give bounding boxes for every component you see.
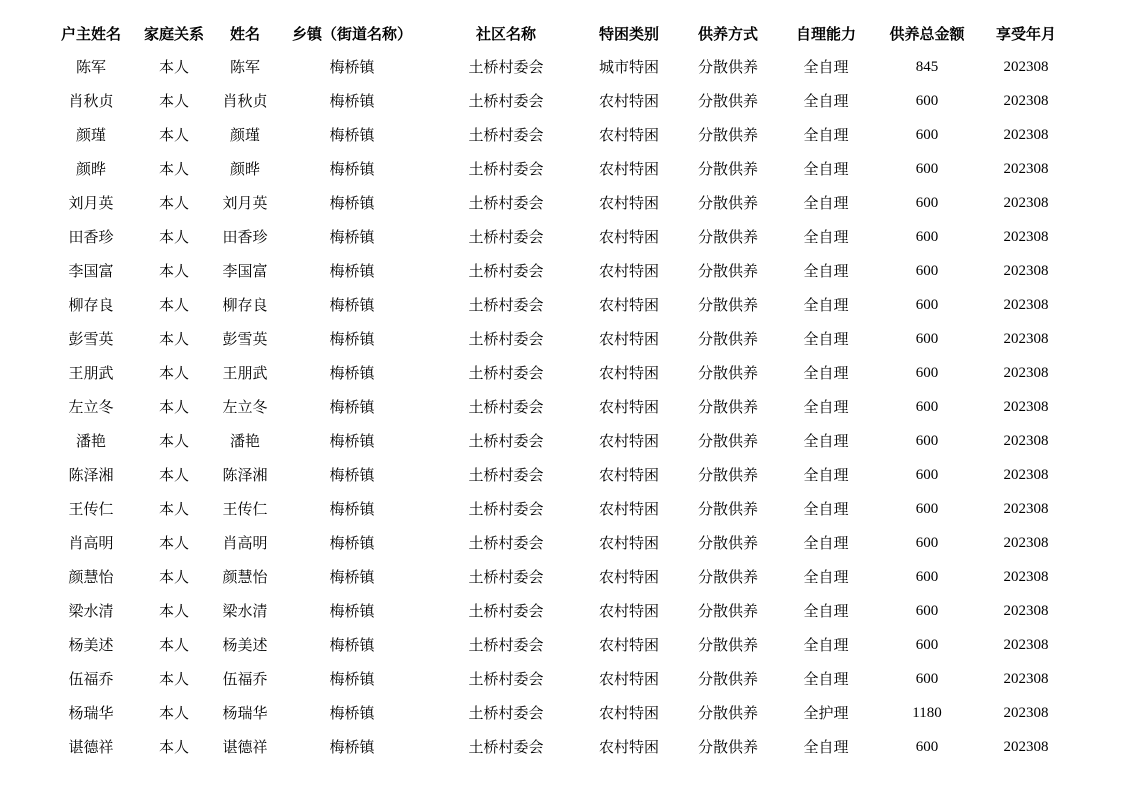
- cell-total-amount: 845: [915, 59, 939, 75]
- table-row: [52, 322, 1072, 356]
- cell-category: 农村特困: [598, 296, 659, 314]
- cell-family-relation: 本人: [158, 160, 189, 178]
- cell-township: 梅桥镇: [329, 228, 375, 246]
- cell-community: 土桥村委会: [468, 330, 544, 348]
- cell-support-mode: 分散供养: [697, 432, 758, 450]
- cell-year-month: 202308: [1003, 263, 1049, 279]
- cell-householder-name: 刘月英: [68, 194, 114, 212]
- table-row: [52, 356, 1072, 390]
- cell-category: 农村特困: [598, 92, 659, 110]
- table-row: [52, 492, 1072, 526]
- cell-family-relation: 本人: [158, 398, 189, 416]
- cell-year-month: 202308: [1003, 535, 1049, 551]
- cell-year-month: 202308: [1003, 637, 1049, 653]
- cell-self-care: 全自理: [803, 126, 849, 144]
- header-householder-name: 户主姓名: [60, 25, 121, 43]
- cell-householder-name: 田香珍: [68, 228, 114, 246]
- cell-total-amount: 600: [915, 127, 939, 143]
- table-row: [52, 526, 1072, 560]
- cell-township: 梅桥镇: [329, 466, 375, 484]
- cell-community: 土桥村委会: [468, 466, 544, 484]
- cell-support-mode: 分散供养: [697, 534, 758, 552]
- table-row: [52, 84, 1072, 118]
- cell-township: 梅桥镇: [329, 160, 375, 178]
- cell-township: 梅桥镇: [329, 602, 375, 620]
- cell-community: 土桥村委会: [468, 262, 544, 280]
- cell-family-relation: 本人: [158, 330, 189, 348]
- table-row: [52, 458, 1072, 492]
- table-row: [52, 152, 1072, 186]
- cell-name: 李国富: [222, 262, 268, 280]
- cell-support-mode: 分散供养: [697, 160, 758, 178]
- cell-support-mode: 分散供养: [697, 194, 758, 212]
- cell-name: 颜慧怡: [222, 568, 268, 586]
- cell-support-mode: 分散供养: [697, 364, 758, 382]
- cell-total-amount: 600: [915, 569, 939, 585]
- cell-year-month: 202308: [1003, 433, 1049, 449]
- table-row: [52, 118, 1072, 152]
- cell-total-amount: 600: [915, 603, 939, 619]
- cell-name: 彭雪英: [222, 330, 268, 348]
- cell-township: 梅桥镇: [329, 432, 375, 450]
- cell-name: 梁水清: [222, 602, 268, 620]
- cell-householder-name: 陈军: [75, 58, 106, 76]
- cell-name: 颜晔: [229, 160, 260, 178]
- cell-family-relation: 本人: [158, 602, 189, 620]
- header-township: 乡镇（街道名称）: [291, 25, 412, 43]
- cell-category: 农村特困: [598, 160, 659, 178]
- cell-year-month: 202308: [1003, 331, 1049, 347]
- cell-year-month: 202308: [1003, 229, 1049, 245]
- cell-self-care: 全自理: [803, 568, 849, 586]
- cell-township: 梅桥镇: [329, 262, 375, 280]
- cell-family-relation: 本人: [158, 194, 189, 212]
- cell-year-month: 202308: [1003, 739, 1049, 755]
- cell-year-month: 202308: [1003, 59, 1049, 75]
- cell-support-mode: 分散供养: [697, 330, 758, 348]
- cell-support-mode: 分散供养: [697, 466, 758, 484]
- cell-total-amount: 600: [915, 365, 939, 381]
- cell-category: 农村特困: [598, 636, 659, 654]
- cell-family-relation: 本人: [158, 568, 189, 586]
- cell-support-mode: 分散供养: [697, 296, 758, 314]
- cell-year-month: 202308: [1003, 127, 1049, 143]
- table-row: [52, 390, 1072, 424]
- cell-category: 农村特困: [598, 568, 659, 586]
- cell-township: 梅桥镇: [329, 330, 375, 348]
- cell-family-relation: 本人: [158, 738, 189, 756]
- cell-support-mode: 分散供养: [697, 568, 758, 586]
- cell-householder-name: 谌德祥: [68, 738, 114, 756]
- cell-year-month: 202308: [1003, 365, 1049, 381]
- cell-family-relation: 本人: [158, 262, 189, 280]
- cell-township: 梅桥镇: [329, 704, 375, 722]
- cell-self-care: 全自理: [803, 58, 849, 76]
- cell-support-mode: 分散供养: [697, 398, 758, 416]
- cell-category: 农村特困: [598, 228, 659, 246]
- cell-township: 梅桥镇: [329, 398, 375, 416]
- cell-total-amount: 600: [915, 637, 939, 653]
- cell-year-month: 202308: [1003, 161, 1049, 177]
- header-category: 特困类别: [598, 25, 659, 43]
- cell-self-care: 全自理: [803, 296, 849, 314]
- cell-year-month: 202308: [1003, 705, 1049, 721]
- cell-householder-name: 李国富: [68, 262, 114, 280]
- cell-self-care: 全自理: [803, 466, 849, 484]
- cell-year-month: 202308: [1003, 671, 1049, 687]
- cell-community: 土桥村委会: [468, 704, 544, 722]
- cell-support-mode: 分散供养: [697, 262, 758, 280]
- cell-self-care: 全自理: [803, 228, 849, 246]
- cell-name: 王传仁: [222, 500, 268, 518]
- cell-category: 农村特困: [598, 738, 659, 756]
- cell-category: 农村特困: [598, 534, 659, 552]
- header-family-relation: 家庭关系: [143, 25, 204, 43]
- cell-township: 梅桥镇: [329, 58, 375, 76]
- cell-total-amount: 600: [915, 739, 939, 755]
- cell-community: 土桥村委会: [468, 364, 544, 382]
- cell-total-amount: 600: [915, 93, 939, 109]
- cell-family-relation: 本人: [158, 228, 189, 246]
- cell-category: 农村特困: [598, 500, 659, 518]
- cell-self-care: 全自理: [803, 534, 849, 552]
- cell-total-amount: 600: [915, 399, 939, 415]
- cell-year-month: 202308: [1003, 501, 1049, 517]
- cell-community: 土桥村委会: [468, 568, 544, 586]
- cell-year-month: 202308: [1003, 93, 1049, 109]
- cell-name: 潘艳: [229, 432, 260, 450]
- cell-family-relation: 本人: [158, 670, 189, 688]
- cell-self-care: 全自理: [803, 398, 849, 416]
- table-body: [52, 50, 1072, 764]
- cell-self-care: 全自理: [803, 670, 849, 688]
- cell-householder-name: 左立冬: [68, 398, 114, 416]
- cell-community: 土桥村委会: [468, 398, 544, 416]
- table-row: [52, 594, 1072, 628]
- header-name: 姓名: [229, 25, 260, 43]
- cell-support-mode: 分散供养: [697, 228, 758, 246]
- cell-family-relation: 本人: [158, 58, 189, 76]
- header-total-amount: 供养总金额: [889, 25, 965, 43]
- cell-year-month: 202308: [1003, 569, 1049, 585]
- cell-householder-name: 王传仁: [68, 500, 114, 518]
- cell-name: 柳存良: [222, 296, 268, 314]
- cell-householder-name: 梁水清: [68, 602, 114, 620]
- cell-community: 土桥村委会: [468, 636, 544, 654]
- cell-category: 农村特困: [598, 670, 659, 688]
- cell-family-relation: 本人: [158, 466, 189, 484]
- table-row: [52, 696, 1072, 730]
- cell-category: 农村特困: [598, 602, 659, 620]
- table-row: [52, 662, 1072, 696]
- cell-householder-name: 彭雪英: [68, 330, 114, 348]
- cell-support-mode: 分散供养: [697, 636, 758, 654]
- cell-family-relation: 本人: [158, 92, 189, 110]
- cell-category: 城市特困: [598, 58, 659, 76]
- cell-householder-name: 颜慧怡: [68, 568, 114, 586]
- cell-name: 颜瑾: [229, 126, 260, 144]
- cell-township: 梅桥镇: [329, 194, 375, 212]
- cell-name: 陈泽湘: [222, 466, 268, 484]
- cell-total-amount: 1180: [912, 705, 942, 721]
- cell-category: 农村特困: [598, 432, 659, 450]
- cell-householder-name: 柳存良: [68, 296, 114, 314]
- cell-township: 梅桥镇: [329, 568, 375, 586]
- cell-community: 土桥村委会: [468, 58, 544, 76]
- cell-township: 梅桥镇: [329, 670, 375, 688]
- cell-self-care: 全自理: [803, 92, 849, 110]
- cell-family-relation: 本人: [158, 432, 189, 450]
- cell-year-month: 202308: [1003, 195, 1049, 211]
- cell-name: 王朋武: [222, 364, 268, 382]
- cell-support-mode: 分散供养: [697, 92, 758, 110]
- cell-name: 田香珍: [222, 228, 268, 246]
- cell-family-relation: 本人: [158, 636, 189, 654]
- cell-year-month: 202308: [1003, 467, 1049, 483]
- cell-family-relation: 本人: [158, 364, 189, 382]
- cell-self-care: 全护理: [803, 704, 849, 722]
- cell-support-mode: 分散供养: [697, 500, 758, 518]
- header-year-month: 享受年月: [995, 25, 1056, 43]
- cell-community: 土桥村委会: [468, 534, 544, 552]
- cell-self-care: 全自理: [803, 636, 849, 654]
- table-row: [52, 50, 1072, 84]
- table-row: [52, 254, 1072, 288]
- cell-name: 肖秋贞: [222, 92, 268, 110]
- table-row: [52, 288, 1072, 322]
- cell-community: 土桥村委会: [468, 126, 544, 144]
- cell-category: 农村特困: [598, 262, 659, 280]
- cell-self-care: 全自理: [803, 500, 849, 518]
- cell-community: 土桥村委会: [468, 670, 544, 688]
- cell-community: 土桥村委会: [468, 92, 544, 110]
- cell-township: 梅桥镇: [329, 126, 375, 144]
- cell-support-mode: 分散供养: [697, 670, 758, 688]
- cell-total-amount: 600: [915, 535, 939, 551]
- cell-community: 土桥村委会: [468, 738, 544, 756]
- cell-township: 梅桥镇: [329, 738, 375, 756]
- cell-community: 土桥村委会: [468, 602, 544, 620]
- cell-name: 谌德祥: [222, 738, 268, 756]
- cell-community: 土桥村委会: [468, 296, 544, 314]
- cell-total-amount: 600: [915, 161, 939, 177]
- cell-community: 土桥村委会: [468, 228, 544, 246]
- cell-category: 农村特困: [598, 398, 659, 416]
- cell-category: 农村特困: [598, 704, 659, 722]
- cell-support-mode: 分散供养: [697, 738, 758, 756]
- cell-family-relation: 本人: [158, 126, 189, 144]
- cell-support-mode: 分散供养: [697, 704, 758, 722]
- cell-family-relation: 本人: [158, 500, 189, 518]
- cell-self-care: 全自理: [803, 330, 849, 348]
- cell-householder-name: 陈泽湘: [68, 466, 114, 484]
- header-community: 社区名称: [475, 25, 536, 43]
- cell-name: 陈军: [229, 58, 260, 76]
- cell-total-amount: 600: [915, 331, 939, 347]
- cell-township: 梅桥镇: [329, 92, 375, 110]
- cell-householder-name: 肖秋贞: [68, 92, 114, 110]
- support-recipients-table: [52, 18, 1072, 764]
- cell-householder-name: 肖高明: [68, 534, 114, 552]
- table-row: [52, 730, 1072, 764]
- cell-self-care: 全自理: [803, 364, 849, 382]
- cell-name: 刘月英: [222, 194, 268, 212]
- cell-township: 梅桥镇: [329, 636, 375, 654]
- cell-total-amount: 600: [915, 195, 939, 211]
- cell-self-care: 全自理: [803, 602, 849, 620]
- table-row: [52, 424, 1072, 458]
- cell-category: 农村特困: [598, 126, 659, 144]
- cell-self-care: 全自理: [803, 194, 849, 212]
- cell-name: 杨美述: [222, 636, 268, 654]
- header-support-mode: 供养方式: [697, 25, 758, 43]
- table-row: [52, 560, 1072, 594]
- cell-category: 农村特困: [598, 330, 659, 348]
- cell-support-mode: 分散供养: [697, 126, 758, 144]
- cell-support-mode: 分散供养: [697, 58, 758, 76]
- cell-support-mode: 分散供养: [697, 602, 758, 620]
- cell-total-amount: 600: [915, 229, 939, 245]
- cell-year-month: 202308: [1003, 297, 1049, 313]
- cell-self-care: 全自理: [803, 160, 849, 178]
- table-row: [52, 220, 1072, 254]
- cell-township: 梅桥镇: [329, 296, 375, 314]
- cell-total-amount: 600: [915, 501, 939, 517]
- cell-householder-name: 颜晔: [75, 160, 106, 178]
- cell-name: 伍福乔: [222, 670, 268, 688]
- cell-householder-name: 潘艳: [75, 432, 106, 450]
- cell-householder-name: 杨瑞华: [68, 704, 114, 722]
- cell-community: 土桥村委会: [468, 432, 544, 450]
- cell-family-relation: 本人: [158, 704, 189, 722]
- cell-total-amount: 600: [915, 467, 939, 483]
- cell-community: 土桥村委会: [468, 500, 544, 518]
- table-row: [52, 628, 1072, 662]
- table-header-row: [52, 18, 1072, 50]
- cell-self-care: 全自理: [803, 432, 849, 450]
- cell-township: 梅桥镇: [329, 364, 375, 382]
- cell-self-care: 全自理: [803, 738, 849, 756]
- cell-year-month: 202308: [1003, 603, 1049, 619]
- cell-township: 梅桥镇: [329, 500, 375, 518]
- cell-name: 杨瑞华: [222, 704, 268, 722]
- cell-total-amount: 600: [915, 433, 939, 449]
- cell-total-amount: 600: [915, 263, 939, 279]
- cell-self-care: 全自理: [803, 262, 849, 280]
- cell-householder-name: 杨美述: [68, 636, 114, 654]
- cell-name: 左立冬: [222, 398, 268, 416]
- cell-community: 土桥村委会: [468, 160, 544, 178]
- cell-township: 梅桥镇: [329, 534, 375, 552]
- cell-name: 肖高明: [222, 534, 268, 552]
- cell-householder-name: 王朋武: [68, 364, 114, 382]
- cell-community: 土桥村委会: [468, 194, 544, 212]
- cell-family-relation: 本人: [158, 534, 189, 552]
- cell-year-month: 202308: [1003, 399, 1049, 415]
- cell-family-relation: 本人: [158, 296, 189, 314]
- header-self-care: 自理能力: [795, 25, 856, 43]
- cell-total-amount: 600: [915, 297, 939, 313]
- document-sheet: [52, 18, 1072, 764]
- cell-total-amount: 600: [915, 671, 939, 687]
- cell-category: 农村特困: [598, 466, 659, 484]
- cell-householder-name: 颜瑾: [75, 126, 106, 144]
- cell-householder-name: 伍福乔: [68, 670, 114, 688]
- table-row: [52, 186, 1072, 220]
- cell-category: 农村特困: [598, 194, 659, 212]
- cell-category: 农村特困: [598, 364, 659, 382]
